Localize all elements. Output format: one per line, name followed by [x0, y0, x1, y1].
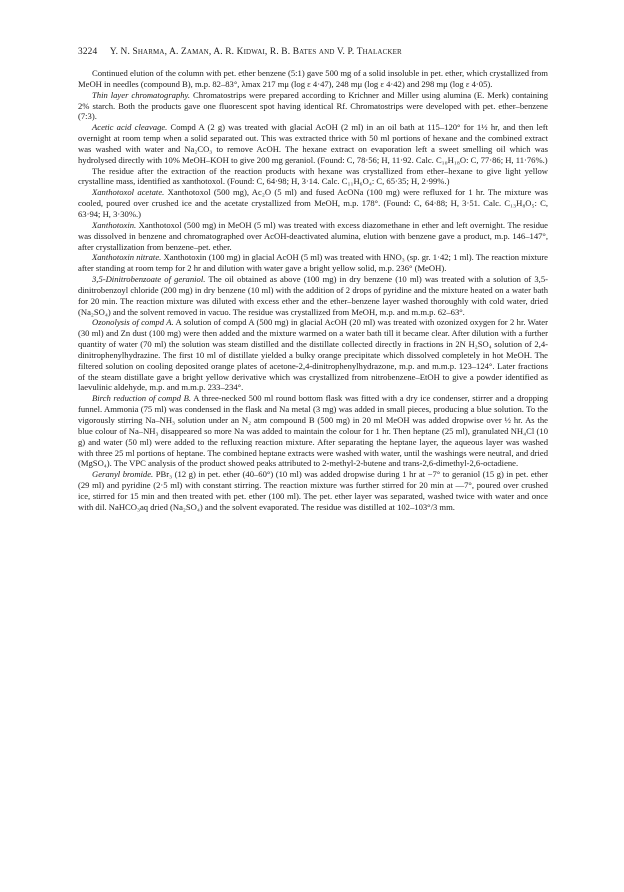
author-line: Y. N. Sharma, A. Zaman, A. R. Kidwai, R. B. Bates and V. P. Thalacker: [109, 47, 402, 57]
paragraph-text: Compd A (2 g) was treated with glacial AcOH (2 ml) in an oil bath at 115–120° for 1½ hr, and then left overnight at room temp when a solid separated out. This was extracted thrice with 50 ml portions of hexane and the combined extract was washed with water and Na₂CO₃ to remove AcOH. The hexane extract on evaporation left a sweet smelling oil which was hydrolysed directly with 10% MeOH–KOH to give 200 mg geraniol. (Found: C, 78·56; H, 11·92. Calc. C₁₀H₁₈O: C, 77·86; H, 11·76%.): [78, 122, 549, 165]
section-heading: 3,5-Dinitrobenzoate of geraniol.: [92, 274, 206, 285]
section-heading: Birch reduction of compd B.: [92, 393, 192, 404]
section-heading: Xanthotoxin nitrate.: [92, 252, 162, 263]
running-header: [78, 47, 548, 57]
section-heading: Geranyl bromide.: [92, 469, 154, 480]
paragraph-text: Xanthotoxol (500 mg), Ac₂O (5 ml) and fused AcONa (100 mg) were refluxed for 1 hr. The mixture was cooled, poured over crushed ice and the acetate crystallized from MeOH, m.p. 178°. (Found: C, 64·88; H, 3·51. Calc. C₁₃H₈O₅: C, 63·94; H, 3·30%.): [78, 187, 549, 219]
article-body: [78, 68, 548, 513]
paragraph-text: Xanthotoxin (100 mg) in glacial AcOH (5 ml) was treated with HNO₃ (sp. gr. 1·42; 1 ml). The reaction mixture after standing at room temp for 2 hr and dilution with water gave a bright yellow solid, m.p. 236° (MeOH).: [78, 252, 548, 274]
paragraph-xanthotoxin-nitrate: [78, 252, 548, 274]
paragraph-ozonolysis: [78, 317, 548, 393]
page-number: 3224: [78, 47, 98, 57]
paragraph-text: A three-necked 500 ml round bottom flask was fitted with a dry ice condenser, stirrer and a dropping funnel. Ammonia (75 ml) was condensed in the flask and Na metal (3 mg) was added in small pieces, producing a blue solution. To the vigorously stirring Na–NH₃ solution under an N₂ atm compound B (500 mg) in 20 ml MeOH was added dropwise over ½ hr. As the blue colour of Na–NH₃ disappeared so more Na was added to maintain the colour for 1 hr. Then heptane (25 ml), granulated NH₄Cl (10 g) and water (50 ml) were added to the refluxing reaction mixture. After separating the heptane layer, the aqueous layer was washed with three 25 ml portions of heptane. The combined heptane extracts were washed with water, until the washings were neutral, and dried (MgSO₄). The VPC analysis of the product showed peaks attributed to 2-methyl-2-butene and trans-2,6-dimethyl-2,6-octadiene.: [78, 393, 548, 469]
paragraph-text: Xanthotoxol (500 mg) in MeOH (5 ml) was treated with excess diazomethane in ether and left overnight. The residue was dissolved in benzene and chromatographed over AcOH-deactivated alumina, elution with benzene gave a product, m.p. 146–147°, after crystallization from benzene–pet. ether.: [78, 219, 549, 252]
section-heading: Xanthotoxol acetate.: [92, 187, 165, 198]
paragraph-text: A solution of compd A (500 mg) in glacial AcOH (20 ml) was treated with ozonized oxygen for 2 hr. Water (30 ml) and Zn dust (100 mg) were then added and the mixture warmed on a water bath till it became clear. After dilution with a further quantity of water (70 ml) the solution was steam distilled and the distillate collected directly in fractions in 2N H₂SO₄ solution of 2,4-dinitrophenylhydrazine. The first 10 ml of distillate yielded a bulky orange precipitate which dissolved completely in hot MeOH. The filtered solution on cooling deposited orange plates of acetone-2,4-dinitrophenylhydrazone, m.p. and m.m.p. 123–124°. Later fractions of the steam distillate gave a bright yellow derivative which was crystallized from nitrobenzene–EtOH to give a powder identified as laevulinic aldehyde, m.p. and m.m.p. 233–234°.: [78, 317, 548, 393]
section-heading: Thin layer chromatography.: [92, 89, 191, 100]
paragraph-residue: [78, 166, 548, 188]
paragraph-text: The residue after the extraction of the reaction products with hexane was crystallized from ether–hexane to give light yellow crystalline mass, identified as xanthotoxol. (Found: C, 64·98; H, 3·14. Calc. C₁₁H₆O₄: C, 65·35; H, 2·99%.): [78, 165, 548, 187]
paragraph-dinitrobenzoate: [78, 274, 548, 317]
paragraph-xanthotoxin: [78, 220, 548, 253]
paragraph-text: Chromatostrips were prepared according to Krichner and Miller using alumina (E. Merk) containing 2% starch. Both the products gave one fluorescent spot having identical Rf. Chromatostrips were developed with pet. ether–benzene (7:3).: [78, 89, 548, 122]
section-heading: Ozonolysis of compd A.: [92, 317, 174, 328]
section-heading: Xanthotoxin.: [92, 219, 137, 230]
paragraph-xanthotoxol-acetate: [78, 187, 548, 220]
section-heading: Acetic acid cleavage.: [92, 122, 168, 133]
paragraph-geranyl-bromide: [78, 469, 548, 512]
paragraph-compound-b: [78, 68, 548, 90]
paragraph-text: PBr₃ (12 g) in pet. ether (40–60°) (10 ml) was added dropwise during 1 hr at −7° to geraniol (15 g) in pet. ether (29 ml) and pyridine (2·5 ml) with constant stirring. The reaction mixture was further stirred for 20 min at —7°, poured over crushed ice, stirred for 15 min and then treated with pet. ether (100 ml). The pet. ether layer was separated, washed twice with water and once with dil. NaHCO₃aq dried (Na₂SO₄) and the solvent evaporated. The residue was distilled at 102–103°/3 mm.: [78, 469, 548, 512]
paragraph-acetic-acid-cleavage: [78, 122, 548, 165]
paragraph-text: The oil obtained as above (100 mg) in dry benzene (10 ml) was treated with a solution of 3,5-dinitrobenzoyl chloride (200 mg) in dry benzene (10 ml) with the addition of 2 drops of pyridine and the mixture heated on a water bath for 20 min. The reaction mixture was diluted with excess ether and the ether–benzene layer washed thoroughly with cold water, dried (Na₂SO₄) and the solvent removed in vacuo. The residue was crystallized from MeOH, m.p. and m.m.p. 62–63°.: [78, 274, 548, 317]
paragraph-tlc: [78, 90, 548, 123]
paragraph-text: Continued elution of the column with pet. ether benzene (5:1) gave 500 mg of a solid insoluble in pet. ether, which crystallized from MeOH in needles (compound B), m.p. 82–83°, λmax 217 mμ (log ε 4·47), 248 mμ (log ε 4·42) and 298 mμ (log ε 4·05).: [78, 68, 548, 89]
paragraph-birch-reduction: [78, 393, 548, 469]
